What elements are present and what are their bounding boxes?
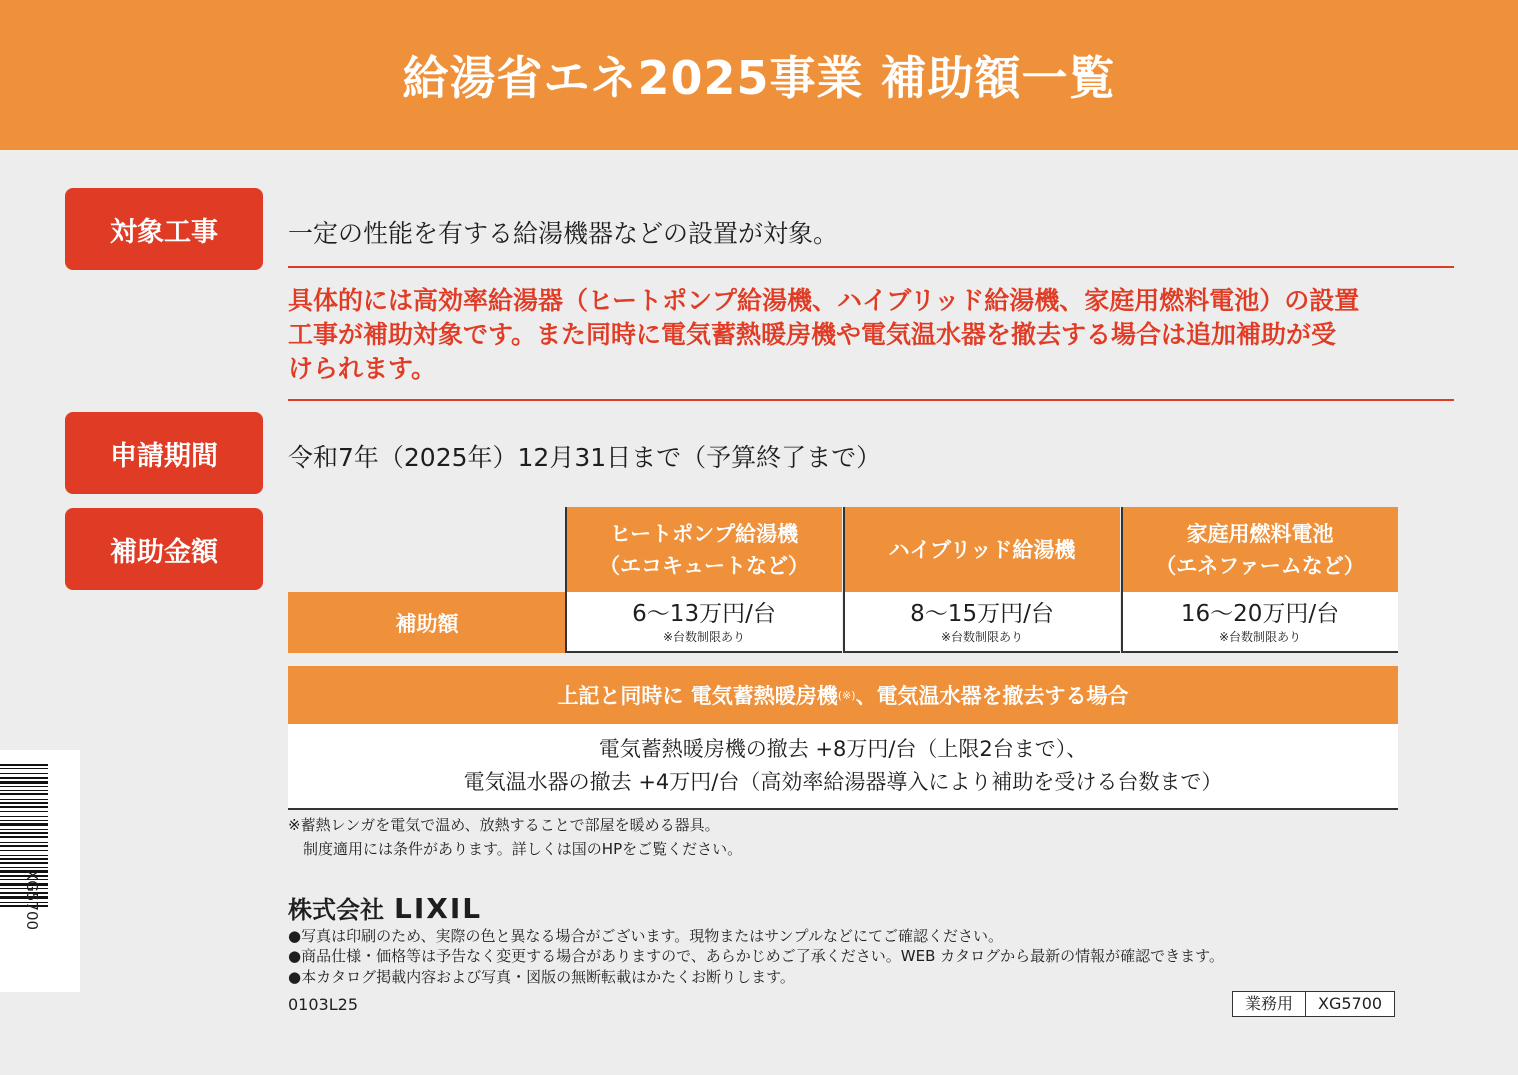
row-label-subsidy: 補助額	[288, 592, 566, 653]
table-divider	[1121, 507, 1123, 653]
catalog-code: 0103L25	[288, 995, 358, 1014]
column-header-line: （エネファームなど）	[1155, 553, 1365, 578]
column-header-hybrid	[844, 507, 1120, 592]
barcode-bar	[0, 820, 48, 821]
column-header-heatpump	[566, 507, 842, 592]
subsidy-note: ※台数制限あり	[940, 629, 1024, 644]
column-header-line: ヒートポンプ給湯機	[609, 521, 799, 546]
barcode-bar	[0, 786, 48, 787]
product-code-box	[1232, 991, 1395, 1017]
barcode-bar	[0, 836, 48, 838]
column-header-line: （エコキュートなど）	[599, 553, 809, 578]
divider-top	[288, 266, 1454, 268]
detail-line: けられます。	[288, 354, 437, 383]
barcode-bar	[0, 845, 48, 847]
barcode-bar	[0, 781, 48, 784]
column-header-line: 家庭用燃料電池	[1186, 521, 1334, 546]
detail-line: 工事が補助対象です。また同時に電気蓄熱暖房機や電気温水器を撤去する場合は追加補助が受	[288, 320, 1337, 349]
barcode-bar	[0, 764, 48, 766]
amount-label: 補助金額	[65, 508, 263, 590]
column-header-line: ハイブリッド給湯機	[888, 537, 1076, 562]
barcode-bar	[0, 855, 48, 856]
table-cell-heatpump	[566, 592, 842, 653]
page-header	[0, 0, 1518, 150]
disclaimer: ●本カタログ掲載内容および写真・図版の無断転載はかたくお断りします。	[288, 968, 795, 986]
target-work-label: 対象工事	[65, 188, 263, 270]
removal-heading-mark: (※)	[837, 688, 856, 702]
table-divider	[843, 507, 845, 653]
target-work-detail	[288, 284, 1460, 386]
barcode-bar	[0, 858, 48, 860]
barcode-bar	[0, 823, 48, 826]
table-cell-fuelcell	[1122, 592, 1398, 653]
footnote: 制度適用には条件があります。詳しくは国のHPをご覧ください。	[288, 840, 743, 858]
barcode-bar	[0, 816, 48, 817]
removal-heading-text: 上記と同時に 電気蓄熱暖房機	[557, 684, 838, 708]
removal-heading-text: 、電気温水器を撤去する場合	[855, 684, 1129, 708]
target-work-summary: 一定の性能を有する給湯機器などの設置が対象。	[288, 219, 839, 248]
barcode-bar	[0, 773, 48, 774]
removal-detail	[288, 724, 1398, 810]
product-code: XG5700	[1305, 992, 1394, 1016]
barcode-bar	[0, 829, 48, 830]
period-text: 令和7年（2025年）12月31日まで（予算終了まで）	[288, 443, 882, 472]
removal-line: 電気蓄熱暖房機の撤去 +8万円/台（上限2台まで）、	[598, 737, 1088, 761]
disclaimer: ●写真は印刷のため、実際の色と異なる場合がございます。現物またはサンプルなどにてご確認ください。	[288, 927, 1003, 945]
company-name	[288, 890, 482, 925]
subsidy-amount: 8～15万円/台	[910, 600, 1054, 627]
barcode-bar	[0, 806, 48, 808]
barcode-bar	[0, 802, 48, 804]
detail-line: 具体的には高効率給湯器（ヒートポンプ給湯機、ハイブリッド給湯機、家庭用燃料電池）の設置	[288, 286, 1360, 315]
barcode-bar	[0, 850, 48, 851]
removal-line: 電気温水器の撤去 +4万円/台（高効率給湯器導入により補助を受ける台数まで）	[463, 770, 1223, 794]
barcode	[0, 750, 80, 992]
subsidy-amount: 6～13万円/台	[632, 600, 776, 627]
period-label: 申請期間	[65, 412, 263, 494]
barcode-bar	[0, 799, 48, 800]
removal-heading	[288, 666, 1398, 724]
barcode-bar	[0, 832, 48, 834]
barcode-bar	[0, 777, 48, 779]
barcode-bar	[0, 793, 48, 795]
column-header-fuelcell	[1122, 507, 1398, 592]
subsidy-amount: 16～20万円/台	[1180, 600, 1340, 627]
subsidy-note: ※台数制限あり	[1218, 629, 1302, 644]
barcode-bar	[0, 811, 48, 812]
footnote: ※蓄熱レンガを電気で温め、放熱することで部屋を暖める器具。	[288, 816, 720, 834]
barcode-bar	[0, 790, 48, 791]
barcode-bar	[0, 867, 48, 868]
subsidy-note: ※台数制限あり	[662, 629, 746, 644]
product-code-label: 業務用	[1245, 994, 1294, 1013]
barcode-bar	[0, 842, 48, 843]
barcode-bar	[0, 862, 48, 864]
divider-bottom	[288, 399, 1454, 401]
company-name-text: 株式会社	[288, 896, 384, 924]
barcode-text: XG5700	[23, 870, 41, 931]
disclaimer: ●商品仕様・価格等は予告なく変更する場合がありますので、あらかじめご了承ください。WEB カタログから最新の情報が確認できます。	[288, 947, 1224, 965]
company-logo: LIXIL	[394, 892, 483, 925]
table-cell-hybrid	[844, 592, 1120, 653]
page-title: 給湯省エネ2025事業 補助額一覧	[402, 51, 1116, 105]
table-divider	[565, 507, 567, 653]
barcode-bar	[0, 768, 48, 769]
